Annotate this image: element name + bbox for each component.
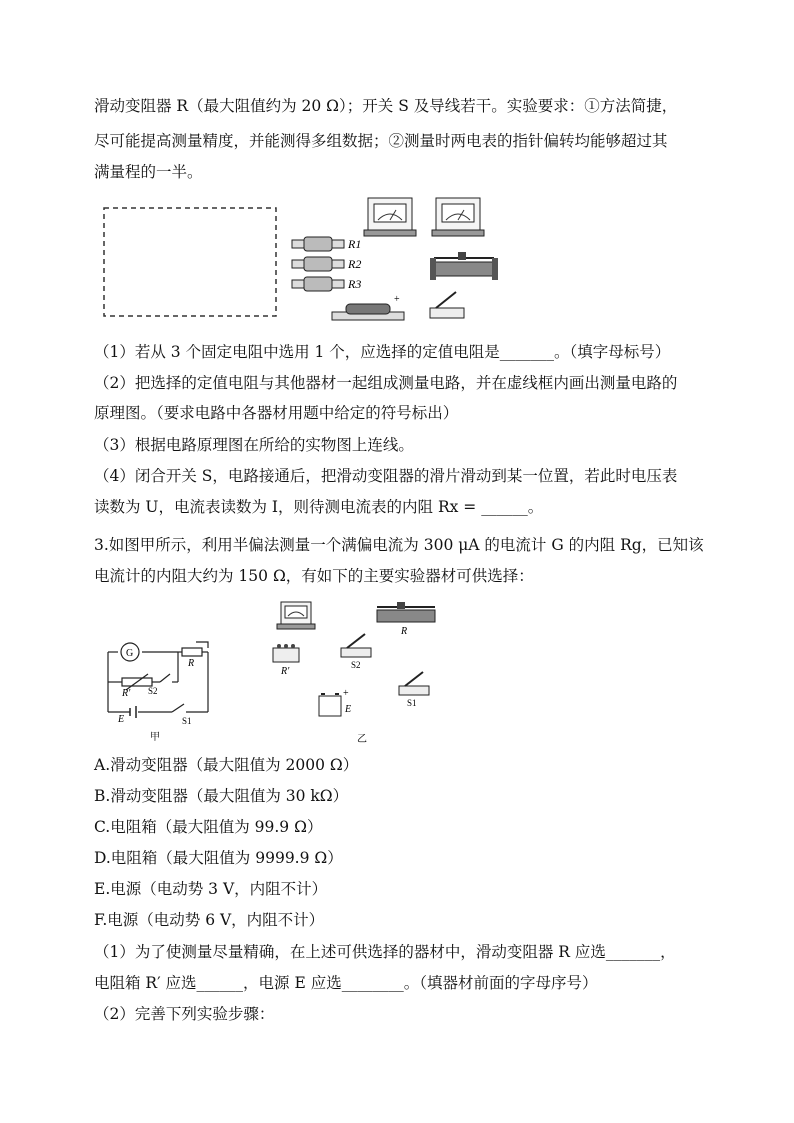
option-a: A.滑动变阻器（最大阻值为 2000 Ω） <box>94 756 359 774</box>
circuit-label-rp: R' <box>122 688 131 699</box>
option-c: C.电阻箱（最大阻值为 99.9 Ω） <box>94 818 323 836</box>
switch-image <box>430 292 464 318</box>
resistor-r1-image <box>292 237 344 251</box>
q2-part2b: 原理图。（要求电路中各器材用题中给定的符号标出） <box>94 404 459 422</box>
q3-sub1a: （1）为了使测量尽量精确，在上述可供选择的器材中，滑动变阻器 R 应选_______， <box>94 943 676 961</box>
option-f: F.电源（电动势 6 V，内阻不计） <box>94 911 325 929</box>
circuit-label-r: R <box>188 658 195 669</box>
q3-sub2: （2）完善下列实验步骤： <box>94 1005 275 1023</box>
rheostat-image <box>430 252 498 280</box>
svg-text:+: + <box>343 688 349 699</box>
switch-s2-image <box>341 634 371 657</box>
q2-part1: （1）若从 3 个固定电阻中选用 1 个，应选择的定值电阻是_______。（填字母标号） <box>94 343 671 361</box>
circuit-label-s2: S2 <box>148 686 158 696</box>
q2-part3: （3）根据电路原理图在所给的实物图上连线。 <box>94 436 414 454</box>
q2-part4b: 读数为 U，电流表读数为 I，则待测电流表的内阻 Rx = ______。 <box>94 498 544 516</box>
q3-sub1b: 电阻箱 R′ 应选______，电源 E 应选________。（填器材前面的字母序号） <box>94 974 598 992</box>
resistance-box-image <box>273 644 299 662</box>
q3-line1: 3.如图甲所示，利用半偏法测量一个满偏电流为 300 μA 的电流计 G 的内阻 Rg，已知该 <box>94 536 704 554</box>
q2-part2a: （2）把选择的定值电阻与其他器材一起组成测量电路，并在虚线框内画出测量电路的 <box>94 374 678 392</box>
ammeter-image <box>432 198 484 236</box>
option-d: D.电阻箱（最大阻值为 9999.9 Ω） <box>94 849 343 867</box>
figure-equipment-1 <box>100 190 500 330</box>
label-r2: R2 <box>348 257 362 271</box>
battery-image <box>332 294 404 320</box>
equip-label-s1: S1 <box>407 698 417 708</box>
yi-rheostat-image <box>377 602 435 622</box>
equip-label-e: E <box>345 704 352 715</box>
galvanometer-image <box>277 602 315 629</box>
option-e: E.电源（电动势 3 V，内阻不计） <box>94 880 328 898</box>
circuit-label-s1: S1 <box>182 716 192 726</box>
label-r1: R1 <box>348 237 362 251</box>
switch-s1-image <box>399 672 429 695</box>
voltmeter-image <box>364 198 416 236</box>
q2-part4a: （4）闭合开关 S，电路接通后，把滑动变阻器的滑片滑动到某一位置，若此时电压表 <box>94 467 678 485</box>
dashed-answer-box <box>104 208 276 316</box>
option-b: B.滑动变阻器（最大阻值为 30 kΩ） <box>94 787 349 805</box>
resistor-r3-image <box>292 277 344 291</box>
intro-line-2: 尽可能提高测量精度，并能测得多组数据；②测量时两电表的指针偏转均能够超过其 <box>94 132 668 150</box>
circuit-label-g: G <box>126 648 134 659</box>
figure-label-jia: 甲 <box>150 732 160 742</box>
figure-equipment-yi <box>265 598 465 746</box>
intro-line-3: 满量程的一半。 <box>94 163 203 181</box>
equip-label-s2: S2 <box>351 660 361 670</box>
label-r3: R3 <box>348 277 362 291</box>
equip-label-r: R <box>401 626 408 637</box>
svg-text:+: + <box>394 294 400 305</box>
q3-line2: 电流计的内阻大约为 150 Ω，有如下的主要实验器材可供选择： <box>94 567 534 585</box>
intro-line-1: 滑动变阻器 R（最大阻值约为 20 Ω）；开关 S 及导线若干。实验要求：①方法简捷， <box>94 97 678 115</box>
resistor-r2-image <box>292 257 344 271</box>
figure-circuit-jia <box>100 630 220 742</box>
equip-label-rp: R' <box>281 666 290 677</box>
circuit-label-e: E <box>118 714 125 725</box>
figure-label-yi: 乙 <box>357 734 367 745</box>
